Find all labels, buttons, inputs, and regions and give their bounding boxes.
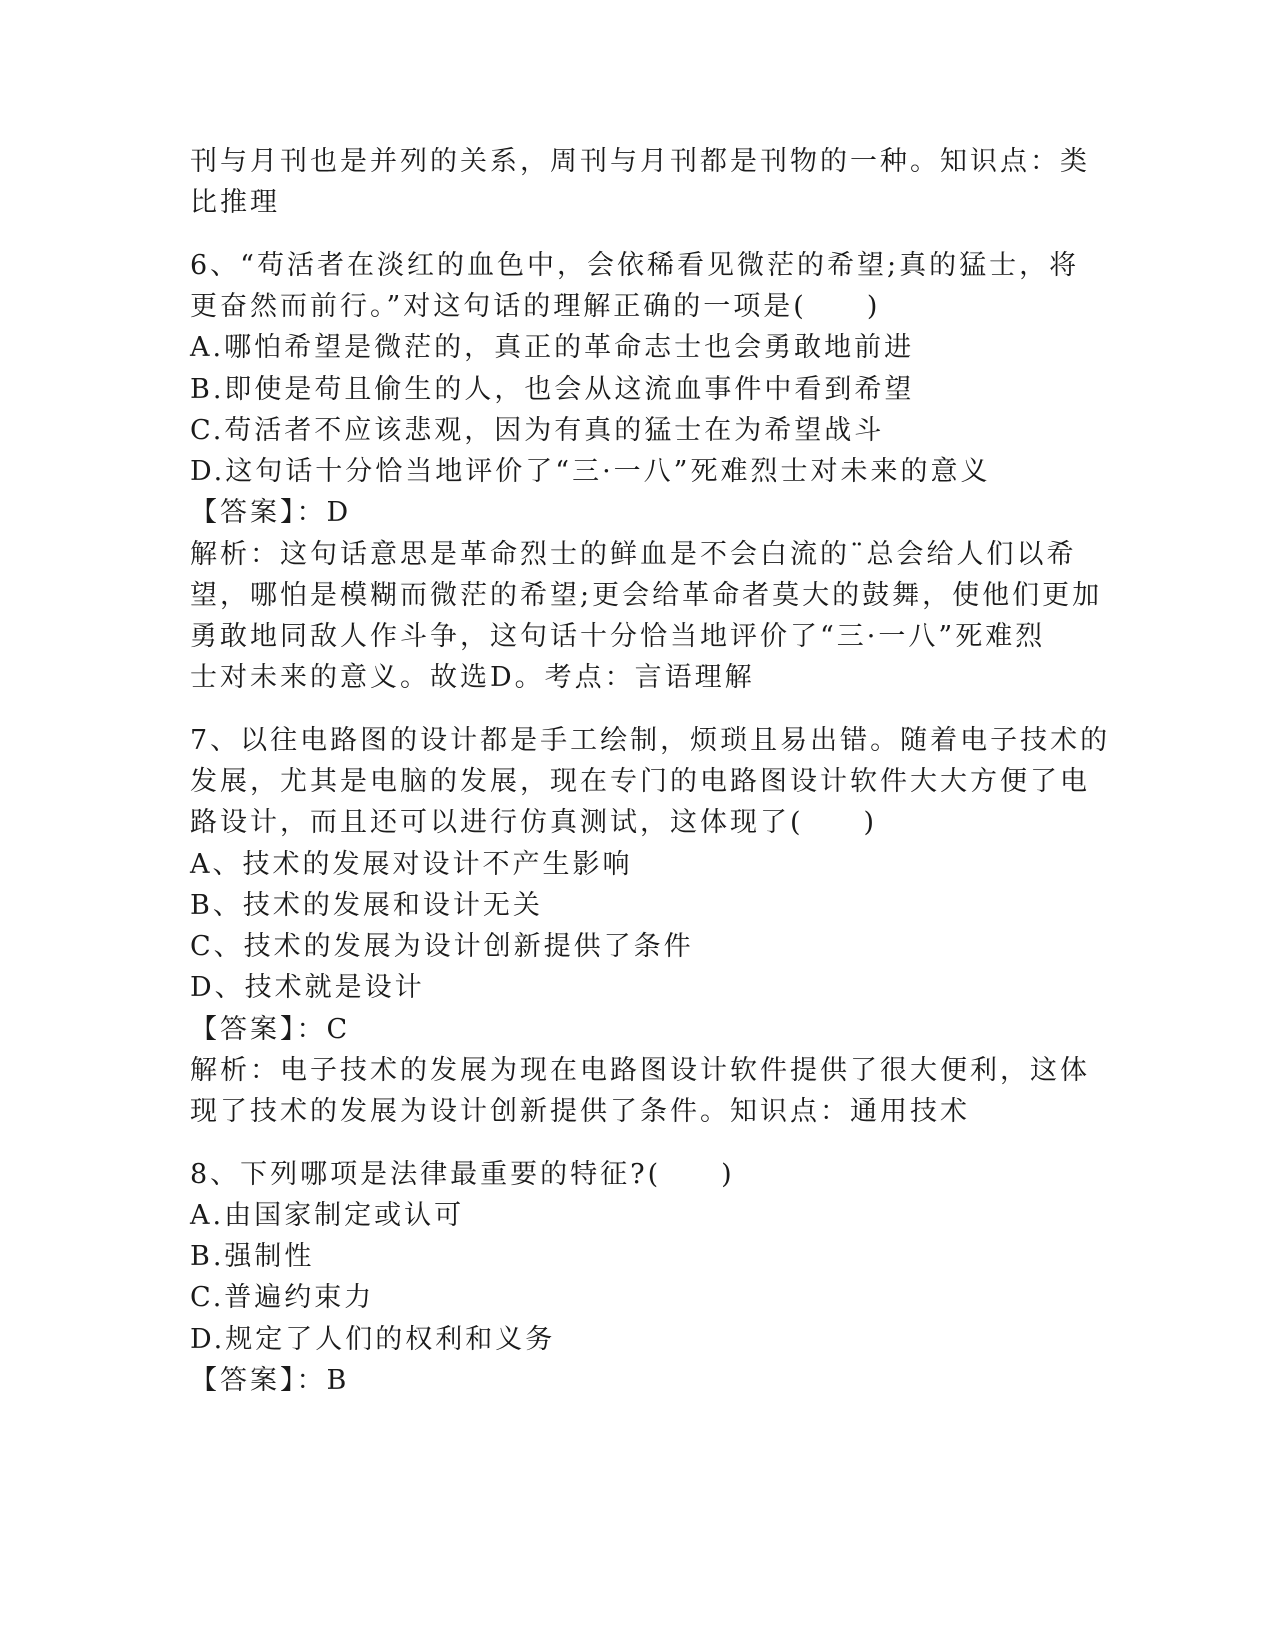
q6-option-c: C.苟活者不应该悲观，因为有真的猛士在为希望战斗 <box>190 415 885 446</box>
continuation-line-1: 刊与月刊也是并列的关系，周刊与月刊都是刊物的一种。知识点：类 <box>190 146 1090 177</box>
q7-option-c: C、技术的发展为设计创新提供了条件 <box>190 931 694 962</box>
q6-analysis-line-1: 解析：这句话意思是革命烈士的鲜血是不会白流的¨总会给人们以希 <box>190 539 1077 570</box>
q8-option-c: C.普遍约束力 <box>190 1282 375 1313</box>
q6-stem-line-2: 更奋然而前行。”对这句话的理解正确的一项是( ) <box>190 291 881 322</box>
q6-stem-line-1: 6、“苟活者在淡红的血色中，会依稀看见微茫的希望;真的猛士，将 <box>190 250 1080 281</box>
q7-stem-line-2: 发展，尤其是电脑的发展，现在专门的电路图设计软件大大方便了电 <box>190 766 1090 797</box>
q7-option-d: D、技术就是设计 <box>190 972 425 1003</box>
q7-option-a: A、技术的发展对设计不产生影响 <box>190 849 633 880</box>
q6-option-a: A.哪怕希望是微茫的，真正的革命志士也会勇敢地前进 <box>190 332 915 363</box>
q6-analysis-line-2: 望，哪怕是模糊而微茫的希望;更会给革命者莫大的鼓舞，使他们更加 <box>190 580 1103 611</box>
q8-option-d: D.规定了人们的权利和义务 <box>190 1324 556 1355</box>
q8-answer: 【答案】：B <box>190 1365 350 1396</box>
q7-stem-line-3: 路设计，而且还可以进行仿真测试，这体现了( ) <box>190 807 878 838</box>
q7-answer: 【答案】：C <box>190 1014 351 1045</box>
q6-analysis-line-4: 士对未来的意义。故选D。考点：言语理解 <box>190 662 755 693</box>
q7-analysis-line-2: 现了技术的发展为设计创新提供了条件。知识点：通用技术 <box>190 1096 970 1127</box>
q6-answer: 【答案】：D <box>190 497 352 528</box>
q7-option-b: B、技术的发展和设计无关 <box>190 890 543 921</box>
document-page <box>190 0 1111 1650</box>
q7-stem-line-1: 7、以往电路图的设计都是手工绘制，烦琐且易出错。随着电子技术的 <box>190 725 1111 756</box>
q6-option-b: B.即使是苟且偷生的人，也会从这流血事件中看到希望 <box>190 374 915 405</box>
q7-analysis-line-1: 解析：电子技术的发展为现在电路图设计软件提供了很大便利，这体 <box>190 1055 1090 1086</box>
q8-option-b: B.强制性 <box>190 1241 315 1272</box>
q8-option-a: A.由国家制定或认可 <box>190 1200 465 1231</box>
q8-stem-line-1: 8、下列哪项是法律最重要的特征?( ) <box>190 1159 735 1190</box>
q6-option-d: D.这句话十分恰当地评价了“三·一八”死难烈士对未来的意义 <box>190 456 991 487</box>
q6-analysis-line-3: 勇敢地同敌人作斗争，这句话十分恰当地评价了“三·一八”死难烈 <box>190 621 1046 652</box>
continuation-line-2: 比推理 <box>190 187 280 218</box>
